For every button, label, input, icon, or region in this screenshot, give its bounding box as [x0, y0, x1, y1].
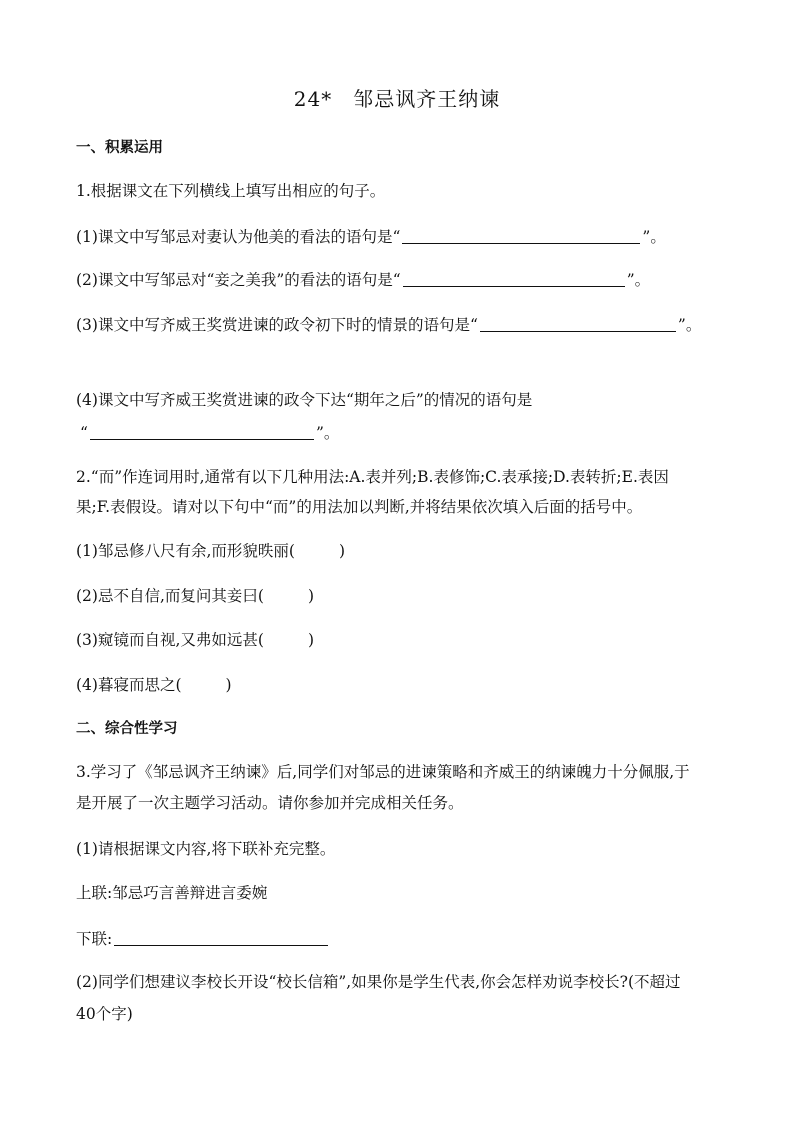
- answer-blank[interactable]: [402, 228, 640, 244]
- section-heading-comprehensive: 二、综合性学习: [76, 721, 178, 737]
- item-open: “: [80, 424, 88, 442]
- section-heading-accumulation: 一、积累运用: [76, 140, 163, 156]
- question-3-sub-2-line-1: (2)同学们想建议李校长开设“校长信箱”,如果你是学生代表,你会怎样劝说李校长?(不超过: [76, 973, 681, 991]
- item-close: ”。: [626, 271, 651, 289]
- item-close: ”。: [677, 316, 702, 334]
- couplet-lower-label: 下联:: [76, 930, 113, 948]
- question-1-item-3: [76, 314, 701, 336]
- item-text: (4)暮寝而思之(: [76, 676, 182, 694]
- answer-blank[interactable]: [403, 271, 625, 287]
- item-close: ”。: [642, 228, 666, 246]
- question-2-item-1: [76, 540, 345, 562]
- question-3-stem-line-2: 是开展了一次主题学习活动。请你参加并完成相关任务。: [76, 794, 464, 812]
- item-text: (2)课文中写邹忌对“妾之美我”的看法的语句是“: [76, 271, 401, 289]
- couplet-lower: [76, 928, 330, 950]
- item-text: (1)邹忌修八尺有余,而形貌昳丽(: [76, 542, 295, 560]
- item-close: ): [225, 676, 232, 694]
- question-1-stem: 1.根据课文在下列横线上填写出相应的句子。: [76, 182, 386, 200]
- answer-blank[interactable]: [114, 930, 328, 946]
- question-2-item-4: [76, 674, 232, 696]
- item-close: ): [307, 587, 314, 605]
- answer-blank[interactable]: [480, 316, 676, 332]
- item-close: ): [307, 631, 314, 649]
- question-3-stem-line-1: 3.学习了《邹忌讽齐王纳谏》后,同学们对邹忌的进谏策略和齐威王的纳谏魄力十分佩服,于: [76, 763, 690, 781]
- item-close: ): [338, 542, 345, 560]
- item-text: (1)课文中写邹忌对妻认为他美的看法的语句是“: [76, 228, 401, 246]
- couplet-upper: 上联:邹忌巧言善辩进言委婉: [76, 884, 268, 902]
- question-3-sub-1: (1)请根据课文内容,将下联补充完整。: [76, 840, 336, 858]
- item-close: ”。: [315, 424, 340, 442]
- item-text: (3)窥镜而自视,又弗如远甚(: [76, 631, 264, 649]
- question-2-item-2: [76, 585, 314, 607]
- item-text: (2)忌不自信,而复问其妾曰(: [76, 587, 264, 605]
- question-1-item-4-answer-line: [80, 422, 339, 444]
- question-1-item-4: (4)课文中写齐威王奖赏进谏的政令下达“期年之后”的情况的语句是: [76, 391, 533, 409]
- question-2-stem-line-2: 果;F.表假设。请对以下句中“而”的用法加以判断,并将结果依次填入后面的括号中。: [76, 498, 643, 516]
- question-1-item-1: [76, 226, 666, 248]
- question-1-item-2: [76, 269, 650, 291]
- question-2-item-3: [76, 629, 314, 651]
- question-2-stem-line-1: 2.“而”作连词用时,通常有以下几种用法:A.表并列;B.表修饰;C.表承接;D.表转折;E.表因: [76, 468, 669, 486]
- item-text: (3)课文中写齐威王奖赏进谏的政令初下时的情景的语句是“: [76, 316, 478, 334]
- question-3-sub-2-line-2: 40个字): [76, 1005, 133, 1023]
- answer-blank[interactable]: [90, 424, 314, 440]
- page-title: 24* 邹忌讽齐王纳谏: [293, 87, 501, 111]
